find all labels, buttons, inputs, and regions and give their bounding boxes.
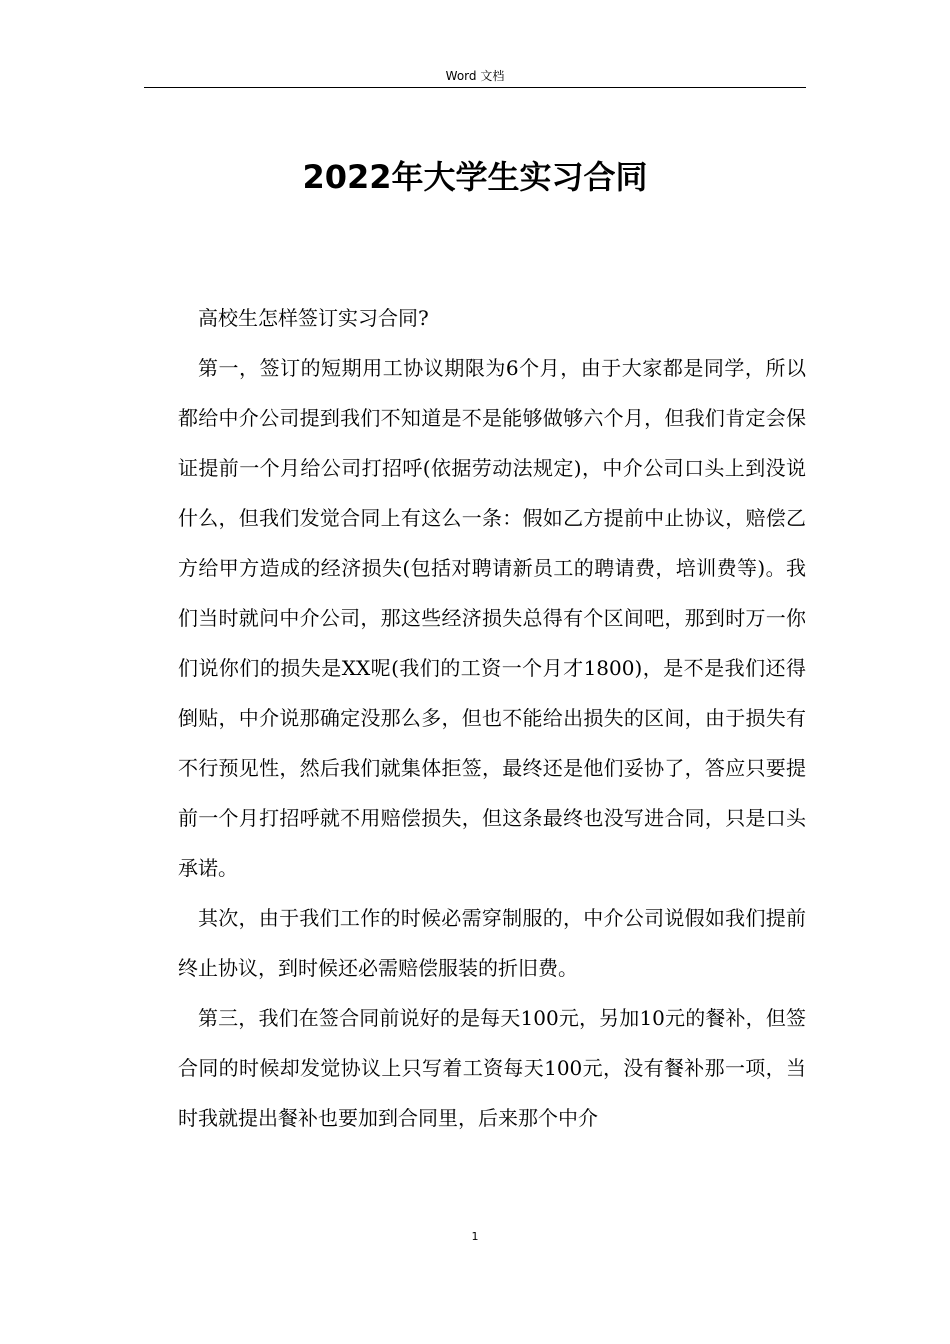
paragraph-second: 其次，由于我们工作的时候必需穿制服的，中介公司说假如我们提前终止协议，到时候还必需赔偿服装的折旧费。 bbox=[178, 906, 806, 980]
document-body bbox=[178, 293, 806, 1143]
paragraph-third: 第三，我们在签合同前说好的是每天100元，另加10元的餐补，但签合同的时候却发觉协议上只写着工资每天100元，没有餐补那一项，当时我就提出餐补也要加到合同里，后来那个中介 bbox=[178, 1006, 806, 1130]
document-title: 2022年大学生实习合同 bbox=[302, 158, 648, 196]
page-number: 1 bbox=[471, 1230, 479, 1243]
paragraph-first: 第一，签订的短期用工协议期限为6个月，由于大家都是同学，所以都给中介公司提到我们不知道是不是能够做够六个月，但我们肯定会保证提前一个月给公司打招呼(依据劳动法规定)，中介公司口头上到没说什么，但我们发觉合同上有这么一条：假如乙方提前中止协议，赔偿乙方给甲方造成的经济损失(包括对聘请新员工的聘请费，培训费等)。我们当时就问中介公司，那这些经济损失总得有个区间吧，那到时万一你们说你们的损失是XX呢(我们的工资一个月才1800)，是不是我们还得倒贴，中介说那确定没那么多，但也不能给出损失的区间，由于损失有不行预见性，然后我们就集体拒签，最终还是他们妥协了，答应只要提前一个月打招呼就不用赔偿损失，但这条最终也没写进合同，只是口头承诺。 bbox=[178, 356, 806, 880]
page-header: Word 文档 bbox=[445, 69, 505, 83]
header-divider bbox=[144, 87, 806, 88]
paragraph-question: 高校生怎样签订实习合同? bbox=[198, 306, 429, 330]
